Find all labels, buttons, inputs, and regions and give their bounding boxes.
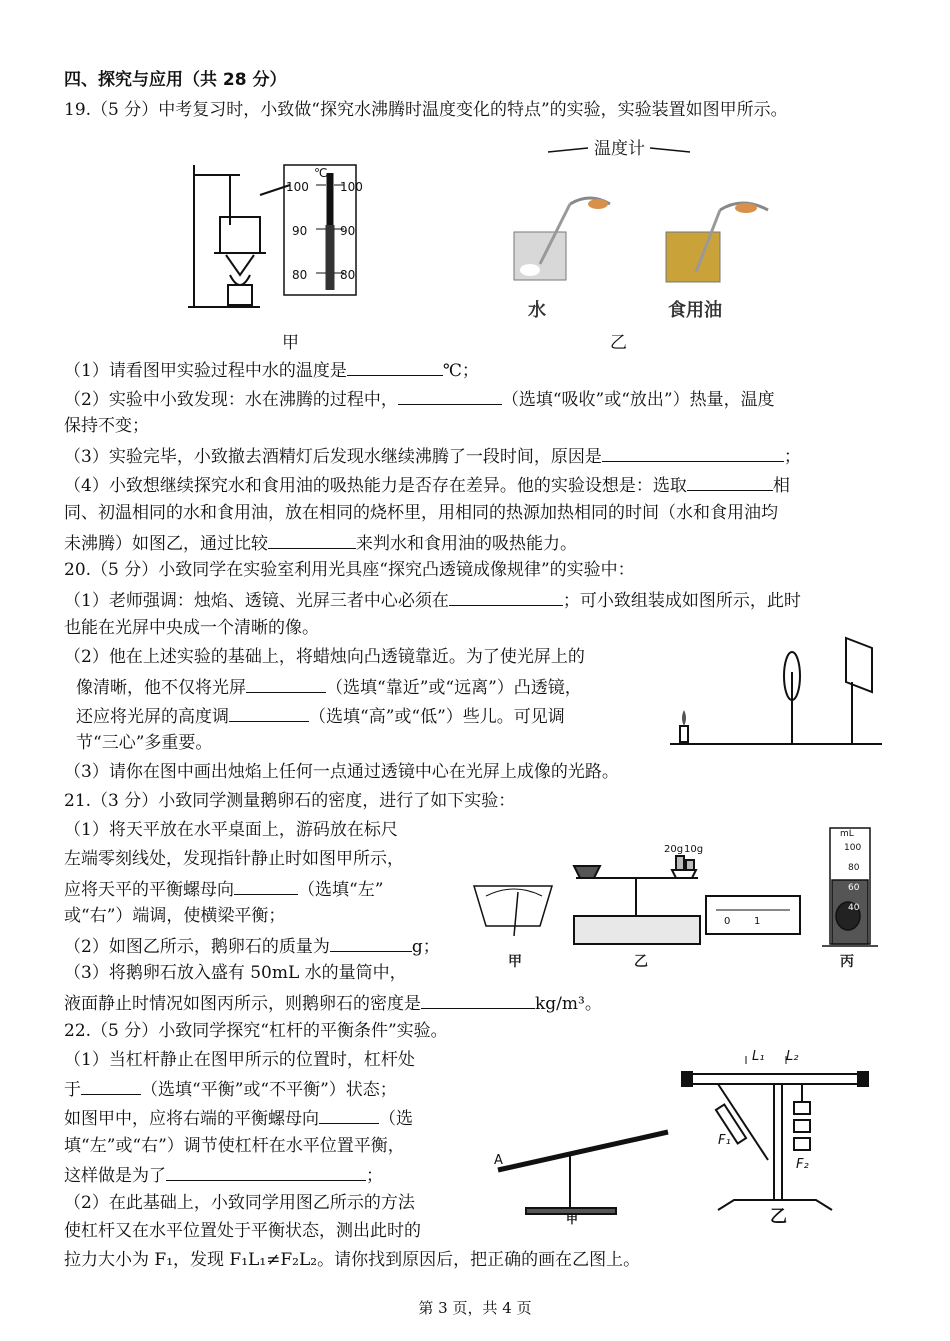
- q20-part2: （2）他在上述实验的基础上，将蜡烛向凸透镜靠近。为了使光屏上的: [64, 647, 585, 667]
- q22-part2-line2: 使杠杆又在水平位置处于平衡状态，测出此时的: [64, 1221, 421, 1241]
- q19-part2-cont: 保持不变；: [64, 416, 149, 436]
- q20-stem: 20.（5 分）小致同学在实验室利用光具座“探究凸透镜成像规律”的实验中：: [64, 560, 635, 580]
- q21-part3-text: 液面静止时情况如图丙所示，则鹅卵石的密度是: [64, 994, 421, 1014]
- q19-jia-tick-100-left: 100: [286, 180, 309, 194]
- q22-part1-text2: 如图甲中，应将右端的平衡螺母向: [64, 1109, 319, 1129]
- oil-beaker: [666, 203, 768, 282]
- q19-part3-end: ；: [783, 447, 801, 467]
- section-title: 四、探究与应用（共 28 分）: [64, 70, 287, 90]
- q22-stem: 22.（5 分）小致同学探究“杠杆的平衡条件”实验。: [64, 1021, 448, 1041]
- q19-yi-water-label: 水: [528, 300, 546, 321]
- q22-blank1[interactable]: [81, 1076, 141, 1095]
- q22-part1-hint2: （选: [379, 1109, 413, 1129]
- q20-blank3[interactable]: [229, 703, 309, 722]
- q19-part2-hint: （选填“吸收”或“放出”）热量，温度: [501, 390, 775, 410]
- q19-jia-tick-100-right: 100: [340, 180, 363, 194]
- q21-part1: （1）将天平放在水平桌面上，游码放在标尺: [64, 820, 398, 840]
- rider-scale-0: 0: [724, 916, 731, 927]
- q19-part4-text: （4）小致想继续探究水和食用油的吸热能力是否存在差异。他的实验设想是：选取: [64, 476, 687, 496]
- cylinder-tick-80: 80: [848, 863, 860, 873]
- q19-figure-yi: [500, 132, 790, 322]
- q19-jia-tick-90-right: 90: [340, 224, 356, 238]
- q20-part2-hint: （选填“靠近”或“远离”）凸透镜，: [326, 678, 582, 698]
- q21-part1-line2: 左端零刻线处，发现指针静止时如图甲所示，: [64, 849, 404, 869]
- q20-part1-cont: 也能在光屏中央成一个清晰的像。: [64, 618, 319, 638]
- q20-blank2[interactable]: [246, 674, 326, 693]
- lever-jia: [498, 1132, 668, 1214]
- q19-jia-tick-80-left: 80: [292, 268, 308, 282]
- weight-label-20g: 20g: [664, 844, 684, 855]
- cylinder-unit: mL: [840, 829, 854, 839]
- cylinder-tick-100: 100: [844, 843, 862, 853]
- q22-part2-line3: 拉力大小为 F₁，发现 F₁L₁≠F₂L₂。请你找到原因后，把正确的画在乙图上。: [64, 1250, 641, 1270]
- q19-jia-tick-90-left: 90: [292, 224, 308, 238]
- q19-yi-thermometer-label: 温度计: [594, 139, 645, 159]
- q21-balance-figure: [470, 826, 890, 971]
- cylinder-tick-40: 40: [848, 903, 860, 913]
- q20-part1-end: ；可小致组装成如图所示，此时: [562, 591, 801, 611]
- q20-part2-line2: [76, 674, 582, 700]
- q19-part1-unit: ℃；: [442, 361, 479, 381]
- q20-part2-line3: [76, 703, 565, 729]
- q21-part1-text: 应将天平的平衡螺母向: [64, 880, 234, 900]
- q21-caption-bing: 丙: [840, 954, 854, 970]
- q20-part1-text: （1）老师强调：烛焰、透镜、光屏三者中心必须在: [64, 591, 449, 611]
- water-beaker: [514, 198, 610, 280]
- label-L1: L₁: [752, 1049, 765, 1064]
- q19-caption-yi: 乙: [610, 333, 627, 353]
- q19-blank1[interactable]: [347, 357, 443, 376]
- q19-part1: [64, 357, 479, 383]
- q19-part2: [64, 386, 775, 412]
- q21-part3-unit: kg/m³。: [535, 994, 602, 1014]
- q19-part4-line3: [64, 530, 577, 556]
- q20-part2-text2: 还应将光屏的高度调: [76, 707, 229, 727]
- q19-part4-line2: 同、初温相同的水和食用油，放在相同的烧杯里，用相同的热源加热相同的时间（水和食用油均: [64, 503, 778, 523]
- q22-caption-yi: 乙: [770, 1207, 787, 1225]
- q19-caption-jia: 甲: [282, 333, 299, 353]
- q22-part1-end: ；: [366, 1166, 383, 1186]
- q19-part3: [64, 443, 801, 469]
- q19-part4-text2: 未沸腾）如图乙，通过比较: [64, 534, 268, 554]
- rider-scale-1: 1: [754, 916, 761, 927]
- q19-blank5[interactable]: [268, 530, 356, 549]
- q20-part1: [64, 587, 801, 613]
- q19-blank2[interactable]: [398, 386, 502, 405]
- q19-part2-text: （2）实验中小致发现：水在沸腾的过程中，: [64, 390, 398, 410]
- q22-blank2[interactable]: [319, 1105, 379, 1124]
- q21-caption-yi: 乙: [634, 954, 648, 970]
- q21-caption-jia: 甲: [508, 954, 522, 970]
- q21-blank3[interactable]: [421, 990, 535, 1009]
- q21-part1-hint: （选填“左”: [298, 880, 384, 900]
- q21-blank1[interactable]: [234, 876, 298, 895]
- q22-caption-jia: 甲: [566, 1212, 579, 1225]
- q21-part1-line3: [64, 876, 383, 902]
- q19-figure-jia: [180, 155, 400, 315]
- q22-part1-text3: 这样做是为了: [64, 1166, 166, 1186]
- q20-part2-line4: 节“三心”多重要。: [76, 733, 213, 753]
- candle-flame: [682, 710, 686, 726]
- q21-part3-line2: [64, 990, 602, 1016]
- q19-jia-unit: ℃: [314, 166, 328, 180]
- q19-part3-text: （3）实验完毕，小致撤去酒精灯后发现水继续沸腾了一段时间，原因是: [64, 447, 602, 467]
- q20-optical-bench-figure: [668, 632, 888, 750]
- q21-part2-unit: g；: [411, 937, 440, 957]
- page-footer: 第 3 页，共 4 页: [418, 1299, 532, 1317]
- lever-label-A: A: [494, 1153, 503, 1168]
- light-screen: [846, 638, 872, 692]
- q22-part1-hint: （选填“平衡”或“不平衡”）状态；: [141, 1080, 397, 1100]
- q21-part2-text: （2）如图乙所示，鹅卵石的质量为: [64, 937, 330, 957]
- lever-yi: [682, 1056, 868, 1210]
- q19-stem: 19.（5 分）中考复习时，小致做“探究水沸腾时温度变化的特点”的实验，实验装置如图甲所示。: [64, 100, 788, 120]
- q22-part1-line3: [64, 1105, 413, 1131]
- q22-part1: （1）当杠杆静止在图甲所示的位置时，杠杆处: [64, 1050, 415, 1070]
- q19-blank4[interactable]: [687, 472, 773, 491]
- q22-blank3[interactable]: [166, 1162, 366, 1181]
- label-F2: F₂: [796, 1157, 809, 1172]
- label-F1: F₁: [718, 1133, 731, 1148]
- q20-part2-text: 像清晰，他不仅将光屏: [76, 678, 246, 698]
- q20-part2-hint2: （选填“高”或“低”）些儿。可见调: [309, 707, 565, 727]
- balance-pointer-dial: [474, 886, 552, 936]
- q19-part4-end: 相: [772, 476, 790, 496]
- balance-body: [574, 856, 800, 944]
- cylinder-tick-60: 60: [848, 883, 860, 893]
- q22-part1-line2: [64, 1076, 397, 1102]
- q22-part1-text: 于: [64, 1080, 81, 1100]
- q22-part1-line5: [64, 1162, 383, 1188]
- q19-jia-tick-80-right: 80: [340, 268, 356, 282]
- q20-blank1[interactable]: [449, 587, 563, 606]
- q21-part1-line4: 或“右”）端调，使横梁平衡；: [64, 906, 286, 926]
- q21-blank2[interactable]: [330, 933, 412, 952]
- q22-lever-figure: [486, 1040, 886, 1225]
- q22-part2: （2）在此基础上，小致同学用图乙所示的方法: [64, 1193, 415, 1213]
- q21-part2: [64, 933, 440, 959]
- q21-stem: 21.（3 分）小致同学测量鹅卵石的密度，进行了如下实验：: [64, 791, 516, 811]
- label-L2: L₂: [786, 1049, 799, 1064]
- q19-part4-end2: 来判水和食用油的吸热能力。: [356, 534, 577, 554]
- q19-yi-oil-label: 食用油: [668, 300, 722, 321]
- q19-part1-text: （1）请看图甲实验过程中水的温度是: [64, 361, 347, 381]
- q21-part3: （3）将鹅卵石放入盛有 50mL 水的量筒中，: [64, 963, 407, 983]
- q19-blank3[interactable]: [602, 443, 784, 462]
- q22-part1-line4: 填“左”或“右”）调节使杠杆在水平位置平衡，: [64, 1136, 405, 1156]
- q19-part4: [64, 472, 790, 498]
- q20-part3: （3）请你在图中画出烛焰上任何一点通过透镜中心在光屏上成像的光路。: [64, 762, 619, 782]
- weight-label-10g: 10g: [684, 844, 704, 855]
